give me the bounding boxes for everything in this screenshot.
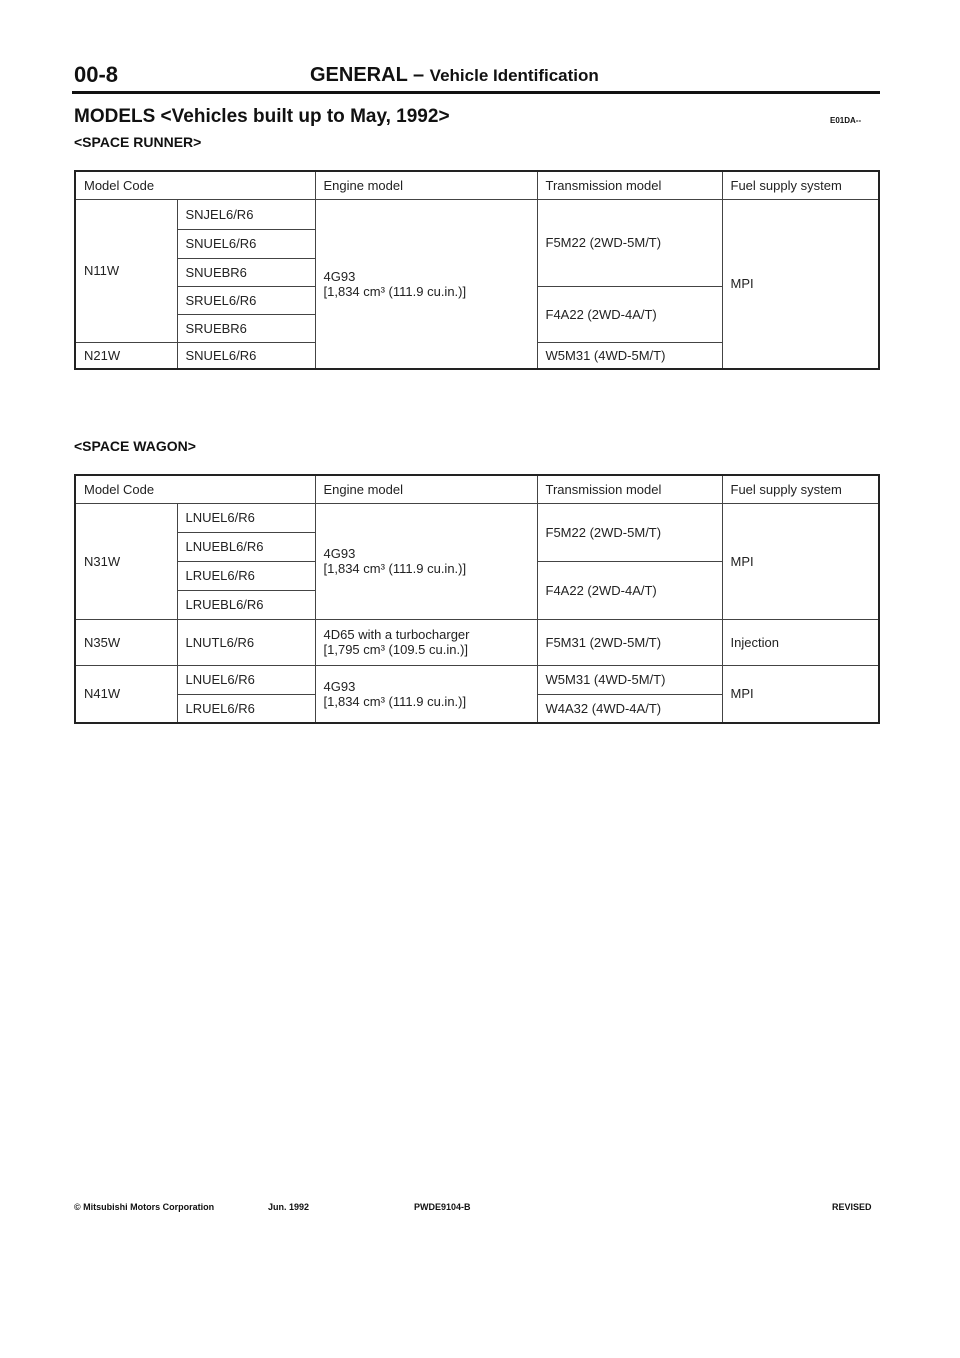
engine-displacement: [1,834 cm³ (111.9 cu.in.)] <box>323 283 467 299</box>
column-header-transmission: Transmission model <box>537 475 722 503</box>
section-name: GENERAL <box>310 64 408 86</box>
space-runner-heading: <SPACE RUNNER> <box>74 134 202 150</box>
code-cell: SNJEL6/R6 <box>177 199 315 229</box>
fuel-cell: MPI <box>722 665 879 723</box>
transmission-cell: W4A32 (4WD-4A/T) <box>537 694 722 723</box>
code-cell: LNUEL6/R6 <box>177 503 315 532</box>
footer-status: REVISED <box>832 1202 872 1212</box>
footer-copyright: © Mitsubishi Motors Corporation <box>74 1202 215 1212</box>
engine-name: 4G93 <box>323 268 356 284</box>
table-header-row <box>75 171 879 199</box>
transmission-cell: W5M31 (4WD-5M/T) <box>537 665 722 694</box>
table-row <box>75 503 879 532</box>
table-header-row <box>75 475 879 503</box>
transmission-cell: F5M22 (2WD-5M/T) <box>537 503 722 561</box>
column-header-model-code: Model Code <box>75 171 315 199</box>
code-cell: SNUEL6/R6 <box>177 342 315 369</box>
column-header-model-code: Model Code <box>75 475 315 503</box>
header-dash: – <box>412 64 425 86</box>
code-cell: SNUEL6/R6 <box>177 229 315 258</box>
engine-displacement: [1,795 cm³ (109.5 cu.in.)] <box>323 642 469 657</box>
page-number: 00-8 <box>74 62 119 87</box>
page-header-title <box>310 64 599 87</box>
transmission-cell: F4A22 (2WD-4A/T) <box>537 561 722 619</box>
engine-cell <box>315 665 537 723</box>
table-row <box>75 619 879 665</box>
model-cell: N35W <box>75 619 177 665</box>
fuel-cell: MPI <box>722 503 879 619</box>
fuel-cell: MPI <box>722 199 879 369</box>
column-header-fuel: Fuel supply system <box>722 475 879 503</box>
footer-publication-code: PWDE9104-B <box>414 1202 471 1212</box>
code-cell: LNUEBL6/R6 <box>177 532 315 561</box>
model-cell: N31W <box>75 503 177 619</box>
page-title: MODELS <Vehicles built up to May, 1992> <box>74 106 450 127</box>
space-wagon-heading: <SPACE WAGON> <box>74 438 196 454</box>
model-cell: N41W <box>75 665 177 723</box>
code-cell: SRUEL6/R6 <box>177 286 315 314</box>
code-cell: LRUEBL6/R6 <box>177 590 315 619</box>
engine-displacement: [1,834 cm³ (111.9 cu.in.)] <box>323 561 467 576</box>
fuel-cell: Injection <box>722 619 879 665</box>
transmission-cell: F5M22 (2WD-5M/T) <box>537 199 722 286</box>
transmission-cell: F4A22 (2WD-4A/T) <box>537 286 722 342</box>
table-row <box>75 199 879 229</box>
code-cell: LNUTL6/R6 <box>177 619 315 665</box>
document-code: E01DA-- <box>830 116 862 125</box>
engine-cell <box>315 199 537 369</box>
transmission-cell: F5M31 (2WD-5M/T) <box>537 619 722 665</box>
table-row <box>75 665 879 694</box>
engine-name: 4G93 <box>323 678 356 694</box>
footer-date: Jun. 1992 <box>268 1202 310 1212</box>
column-header-engine: Engine model <box>315 171 537 199</box>
code-cell: SRUEBR6 <box>177 314 315 342</box>
column-header-transmission: Transmission model <box>537 171 722 199</box>
code-cell: LRUEL6/R6 <box>177 694 315 723</box>
code-cell: LNUEL6/R6 <box>177 665 315 694</box>
column-header-fuel: Fuel supply system <box>722 171 879 199</box>
engine-cell <box>315 619 537 665</box>
engine-cell <box>315 503 537 619</box>
code-cell: SNUEBR6 <box>177 258 315 286</box>
column-header-engine: Engine model <box>315 475 537 503</box>
space-wagon-table <box>74 474 880 724</box>
header-rule <box>72 91 880 94</box>
engine-displacement: [1,834 cm³ (111.9 cu.in.)] <box>323 693 467 709</box>
code-cell: LRUEL6/R6 <box>177 561 315 590</box>
engine-name: 4D65 with a turbocharger <box>323 627 470 642</box>
model-cell: N11W <box>75 199 177 342</box>
space-runner-table <box>74 170 880 370</box>
subsection-name: Vehicle Identification <box>429 66 599 85</box>
transmission-cell: W5M31 (4WD-5M/T) <box>537 342 722 369</box>
model-cell: N21W <box>75 342 177 369</box>
engine-name: 4G93 <box>323 546 356 561</box>
